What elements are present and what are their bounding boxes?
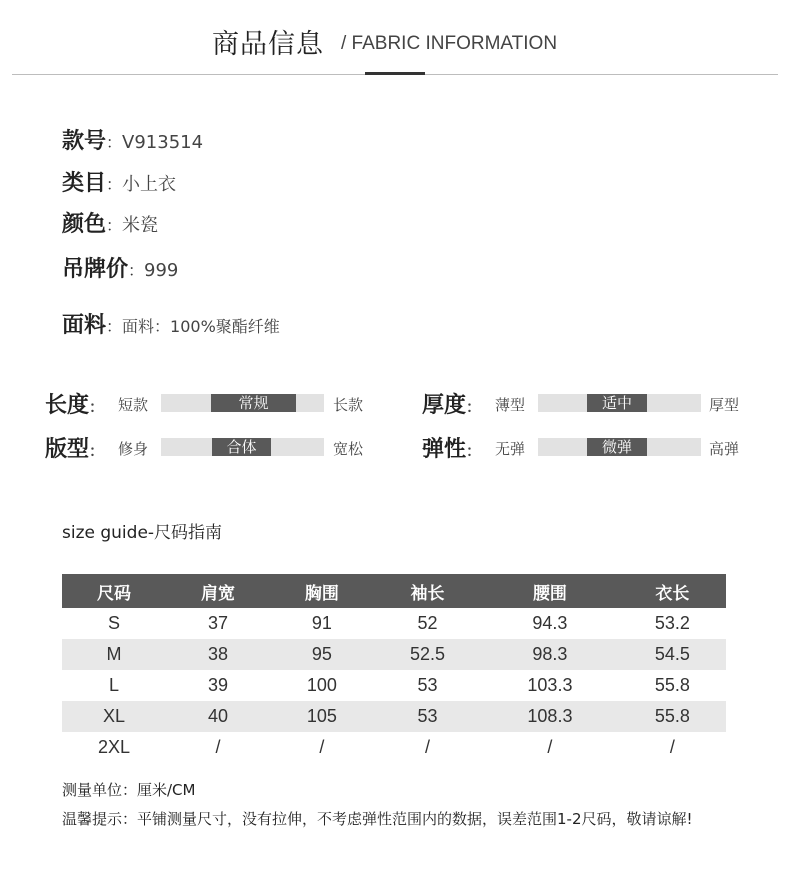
attr-option-left: 薄型: [495, 396, 526, 414]
table-header-cell: 衣长: [619, 574, 726, 608]
table-cell: 2XL: [97, 737, 130, 757]
table-cell: /: [215, 737, 221, 757]
attr-label-thickness: [422, 388, 481, 419]
table-cell: 53: [417, 675, 438, 695]
table-cell: 108.3: [481, 701, 619, 732]
table-cell: 37: [207, 613, 228, 633]
table-cell: 91: [311, 613, 332, 633]
table-cell: 52.5: [374, 639, 481, 670]
size-table: [62, 574, 726, 763]
attr-selected-option: 常规: [211, 394, 296, 412]
table-cell: /: [669, 737, 675, 757]
attr-label-text: 版型: [45, 437, 90, 462]
table-row: [62, 639, 726, 670]
table-cell: M: [62, 639, 166, 670]
attr-colon: ：: [466, 398, 482, 416]
table-cell: 54.5: [619, 639, 726, 670]
attr-selected-option: 微弹: [587, 438, 647, 456]
table-cell: XL: [62, 701, 166, 732]
attr-label-fit: [45, 432, 104, 463]
info-category: [62, 166, 176, 197]
attr-option-right: 宽松: [333, 440, 364, 458]
attr-selected-option: 适中: [587, 394, 647, 412]
attr-scale-bar: [538, 438, 701, 456]
attr-label-text: 长度: [45, 393, 90, 418]
table-header-row: [62, 574, 726, 608]
info-label: 吊牌价: [62, 257, 129, 282]
attr-scale-bar: [161, 394, 324, 412]
table-cell: 105: [270, 701, 374, 732]
table-header-cell: 胸围: [270, 574, 374, 608]
table-cell: 55.8: [654, 675, 690, 695]
measurement-unit-note: 测量单位：厘米/CM: [62, 781, 196, 799]
info-value: 面料：100%聚酯纤维: [122, 317, 280, 336]
info-value: 米瓷: [122, 215, 159, 236]
attr-colon: ：: [466, 442, 482, 460]
info-tag-price: [62, 252, 178, 283]
table-header-cell: 尺码: [62, 574, 166, 608]
table-header-cell: 腰围: [481, 574, 619, 608]
info-colon: ：: [106, 175, 123, 194]
table-cell: /: [424, 737, 430, 757]
tip-note: 温馨提示：平铺测量尺寸，没有拉伸，不考虑弹性范围内的数据，误差范围1-2尺码，敬请谅解!: [62, 810, 693, 828]
table-cell: 39: [207, 675, 228, 695]
table-cell: 100: [306, 675, 337, 695]
table-row: [62, 670, 726, 701]
attr-selected-option: 合体: [212, 438, 271, 456]
table-cell: 53.2: [654, 613, 690, 633]
info-colon: ：: [106, 317, 123, 336]
table-cell: /: [319, 737, 325, 757]
table-row: [62, 732, 726, 763]
table-header-cell: 肩宽: [166, 574, 270, 608]
info-label: 类目: [62, 171, 107, 196]
attr-option-right: 长款: [333, 396, 364, 414]
info-value: 小上衣: [122, 174, 177, 195]
info-color: [62, 207, 158, 238]
table-cell: /: [547, 737, 553, 757]
table-cell: 53: [374, 701, 481, 732]
table-cell: 95: [270, 639, 374, 670]
table-row: [62, 608, 726, 639]
attr-label-text: 厚度: [422, 393, 467, 418]
table-cell: L: [108, 675, 119, 695]
table-cell: 98.3: [481, 639, 619, 670]
table-cell: 52: [417, 613, 438, 633]
table-cell: 55.8: [619, 701, 726, 732]
table-cell: 38: [166, 639, 270, 670]
attr-scale-bar: [161, 438, 324, 456]
table-row: [62, 701, 726, 732]
info-colon: ：: [128, 261, 145, 280]
info-colon: ：: [106, 216, 123, 235]
page-title: 商品信息: [212, 29, 324, 60]
info-style-number: [62, 124, 203, 155]
info-label: 颜色: [62, 212, 107, 237]
attr-option-right: 厚型: [709, 396, 740, 414]
info-colon: ：: [106, 133, 123, 152]
size-guide-title: size guide-尺码指南: [62, 523, 223, 543]
table-cell: 40: [166, 701, 270, 732]
page-subtitle: / FABRIC INFORMATION: [341, 33, 558, 54]
attr-option-left: 短款: [118, 396, 149, 414]
info-value: 999: [144, 260, 179, 281]
table-cell: S: [107, 613, 120, 633]
attr-colon: ：: [89, 442, 105, 460]
attr-option-left: 修身: [118, 440, 149, 458]
attr-label-length: [45, 388, 104, 419]
attr-label-elasticity: [422, 432, 481, 463]
table-cell: 94.3: [532, 613, 568, 633]
attr-label-text: 弹性: [422, 437, 467, 462]
table-cell: 103.3: [527, 675, 573, 695]
info-label: 款号: [62, 129, 107, 154]
info-value: V913514: [122, 132, 204, 153]
attr-option-left: 无弹: [495, 440, 526, 458]
attr-scale-bar: [538, 394, 701, 412]
attr-option-right: 高弹: [709, 440, 740, 458]
table-header-cell: 袖长: [374, 574, 481, 608]
header-accent-line: [365, 72, 425, 75]
info-fabric: [62, 308, 280, 339]
info-label: 面料: [62, 313, 107, 338]
attr-colon: ：: [89, 398, 105, 416]
